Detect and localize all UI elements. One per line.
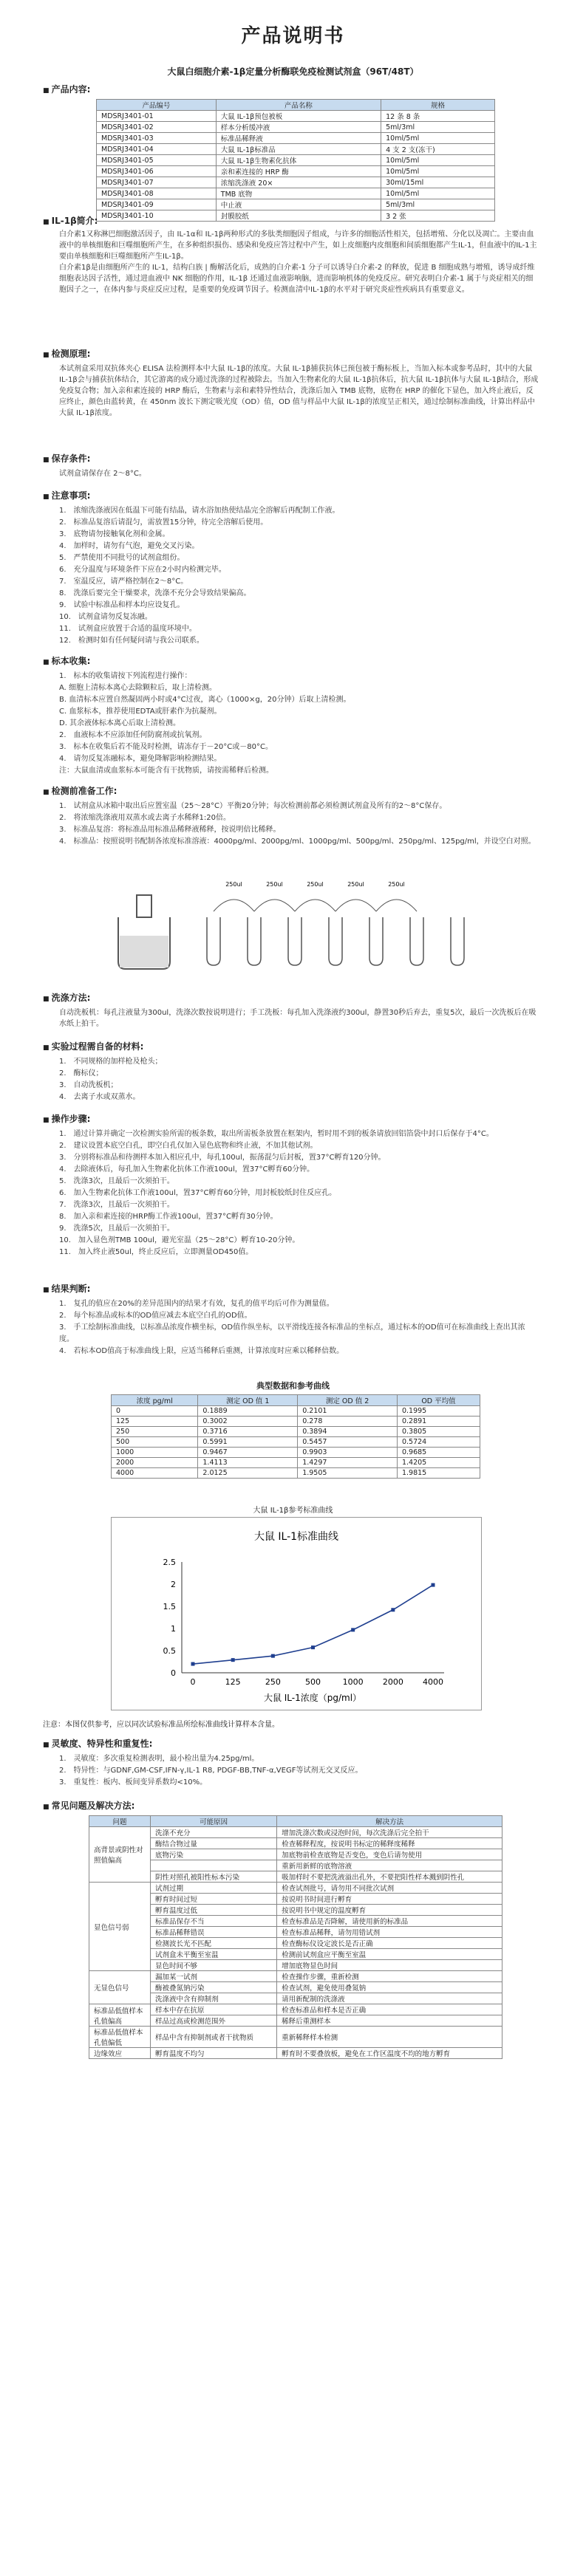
- x-axis-label: 大鼠 IL-1浓度（pg/ml）: [263, 1693, 362, 1703]
- faq-cell: 加底物前检查底物是否变色，变色后请勿使用: [277, 1849, 502, 1860]
- content-header-cell: 规格: [381, 100, 495, 111]
- typical-data-row: [112, 1417, 480, 1427]
- transfer-volume-label: 250ul: [225, 881, 242, 888]
- faq-cell: 检查标准品是否降解，请使用新的标准品: [277, 1916, 502, 1927]
- content-cell: 10ml/5ml: [381, 166, 495, 177]
- wash-text: 自动洗板机：每孔注液量为300ul，洗涤次数按说明进行；手工洗板：每孔加入洗涤液约300ul，静置30秒后弃去，重复5次，最后一次洗板后在吸水纸上拍干。: [59, 1009, 536, 1028]
- section-heading-storage: ■ 保存条件:: [43, 452, 90, 465]
- list-item: 4. 去离子水或双蒸水。: [59, 1093, 140, 1101]
- faq-cell: 孵育时不要叠放板，避免在工作区温度不均的地方孵育: [277, 2048, 502, 2059]
- typical-data-row: [112, 1468, 480, 1479]
- faq-cell: 检查操作步骤，重新检测: [277, 1971, 502, 1982]
- typical-data-cell: 250: [112, 1427, 198, 1437]
- standard-curve-chart: [111, 1517, 482, 1710]
- faq-cell: 样品中含有抑制剂或者干扰物质: [151, 2027, 277, 2048]
- section-heading-wash: ■ 洗涤方法:: [43, 991, 90, 1004]
- list-item: 5. 严禁使用不同批号的试剂盒组份。: [59, 554, 185, 562]
- storage-text: 试剂盒请保存在 2～8°C。: [59, 470, 146, 478]
- content-row: [97, 111, 495, 122]
- faq-row: [89, 1849, 502, 1860]
- faq-cell: 孵育时间过短: [151, 1894, 277, 1905]
- faq-cell: 洗涤液中含有抑制剂: [151, 1993, 277, 2004]
- transfer-arrow: [295, 900, 335, 911]
- steps-list: [59, 1128, 539, 1258]
- content-cell: 大鼠 IL-1β标准品: [216, 144, 381, 155]
- transfer-volume-label: 250ul: [347, 881, 364, 888]
- faq-cell: 重新稀释样本检测: [277, 2027, 502, 2048]
- content-header-cell: 产品名称: [216, 100, 381, 111]
- typical-data-cell: 1.4297: [298, 1458, 398, 1468]
- transfer-volume-label: 250ul: [307, 881, 324, 888]
- content-row: [97, 199, 495, 210]
- transfer-arrow: [335, 900, 376, 911]
- content-cell: 12 条 8 条: [381, 111, 495, 122]
- list-item: 2. 建议设置本底空白孔，即空白孔仅加入显色底物和终止液，不加其他试剂。: [59, 1142, 318, 1150]
- content-cell: MDSRJ3401-10: [97, 210, 217, 222]
- faq-cell: 检查标准品和样本是否正确: [277, 2004, 502, 2015]
- typical-data-cell: 4000: [112, 1468, 198, 1479]
- faq-cell: 检查酶标仪设定波长是否正确: [277, 1938, 502, 1949]
- content-cell: MDSRJ3401-04: [97, 144, 217, 155]
- performance-list: [59, 1753, 539, 1789]
- list-item: 3. 分别将标准品和待测样本加入相应孔中，每孔100ul，振荡混匀后封板，置37°C孵育120分钟。: [59, 1154, 386, 1162]
- results-list: [59, 1298, 539, 1357]
- typical-data-cell: 1000: [112, 1448, 198, 1458]
- data-point: [311, 1645, 315, 1649]
- content-cell: 浓缩洗涤液 20×: [216, 177, 381, 188]
- content-row: [97, 188, 495, 199]
- faq-row: [89, 1971, 502, 1982]
- typical-data-cell: 1.4205: [397, 1458, 480, 1468]
- test-tube-icon: [329, 917, 342, 965]
- faq-cell: 检测波长光不匹配: [151, 1938, 277, 1949]
- y-tick-label: 0: [171, 1668, 176, 1678]
- list-item: 3. 标准品复溶：将标准品用标准品稀释液稀释，按说明倍比稀释。: [59, 826, 281, 834]
- faq-row: [89, 1894, 502, 1905]
- list-item: 6. 充分温度与环境条件下应在2小时内检测完毕。: [59, 566, 226, 574]
- faq-cell: 样品过高或检测范围外: [151, 2015, 277, 2027]
- data-point: [432, 1583, 435, 1587]
- typical-data-cell: 0.2101: [298, 1406, 398, 1417]
- content-cell: 封膜胶纸: [216, 210, 381, 222]
- document-title: 产品说明书: [241, 25, 345, 47]
- list-item: 5. 洗涤3次，且最后一次须拍干。: [59, 1177, 174, 1185]
- list-item: 3. 底物请勿接触氧化剂和金属。: [59, 530, 170, 538]
- typical-data-cell: 0.5991: [198, 1437, 298, 1448]
- typical-data-cell: 0.5724: [397, 1437, 480, 1448]
- typical-data-cell: 0: [112, 1406, 198, 1417]
- list-item: C. 血浆标本，推荐使用EDTA或肝素作为抗凝剂。: [59, 708, 222, 716]
- list-item: 1. 灵敏度：多次重复检测表明，最小检出量为4.25pg/ml。: [59, 1755, 259, 1763]
- faq-cell: 稀释后重测样本: [277, 2015, 502, 2027]
- faq-cell: 检测前试剂盒应平衡至室温: [277, 1949, 502, 1960]
- content-cell: MDSRJ3401-01: [97, 111, 217, 122]
- materials-list: [59, 1056, 539, 1103]
- list-item: 2. 特异性：与GDNF,GM-CSF,IFN-γ,IL-1 R8, PDGF-BB,TNF-α,VEGF等试剂无交叉反应。: [59, 1767, 363, 1775]
- faq-cell: 标准品保存不当: [151, 1916, 277, 1927]
- chart-title: 大鼠 IL-1标准曲线: [253, 1531, 339, 1543]
- list-item: 12. 检测时如有任何疑问请与我公司联系。: [59, 637, 204, 645]
- content-row: [97, 177, 495, 188]
- list-item: 4. 去除液体后，每孔加入生物素化抗体工作液100ul，置37°C孵育60分钟。: [59, 1165, 315, 1174]
- section-heading-faq: ■ 常见问题及解决方法:: [43, 1799, 134, 1812]
- list-item: 9. 试验中标准品和样本均应设复孔。: [59, 601, 185, 609]
- typical-data-cell: 0.3894: [298, 1427, 398, 1437]
- typical-data-title: 典型数据和参考曲线: [256, 1381, 330, 1391]
- faq-row: [89, 2027, 502, 2048]
- content-cell: MDSRJ3401-05: [97, 155, 217, 166]
- list-item: 4. 请勿反复冻融标本，避免降解影响检测结果。: [59, 755, 222, 763]
- list-item: 2. 酶标仪；: [59, 1069, 103, 1078]
- typical-data-cell: 0.2891: [397, 1417, 480, 1427]
- faq-problem-cell: 高背景或阴性对照值偏高: [89, 1827, 151, 1883]
- list-item: 2. 血液标本不应添加任何防腐剂或抗氧剂。: [59, 731, 207, 739]
- list-item: 4. 若标本OD值高于标准曲线上限，应适当稀释后重测，计算浓度时应乘以稀释倍数。: [59, 1347, 344, 1355]
- faq-problem-cell: 显色信号弱: [89, 1883, 151, 1971]
- faq-cell: 显色时间不够: [151, 1960, 277, 1971]
- content-cell: 10ml/5ml: [381, 155, 495, 166]
- faq-cell: 孵育温度不均匀: [151, 2048, 277, 2059]
- list-item: 3. 标本在收集后若不能及时检测，请冻存于－20°C或－80°C。: [59, 743, 273, 751]
- content-cell: 30ml/15ml: [381, 177, 495, 188]
- prep-list: [59, 801, 539, 848]
- faq-header-cell: 解决方法: [277, 1816, 502, 1827]
- list-item: 8. 加入亲和素连接的HRP酶工作液100ul，置37°C孵育30分钟。: [59, 1213, 278, 1221]
- faq-row: [89, 1883, 502, 1894]
- list-item: 2. 将浓缩洗涤液用双蒸水或去离子水稀释1:20倍。: [59, 814, 231, 822]
- typical-data-header-cell: 浓度 pg/ml: [112, 1395, 198, 1406]
- faq-cell: 检查试剂，避免使用叠氮钠: [277, 1982, 502, 1993]
- content-cell: 样本分析缓冲液: [216, 122, 381, 133]
- y-tick-label: 1.5: [163, 1602, 176, 1611]
- section-heading-performance: ■ 灵敏度、特异性和重复性:: [43, 1737, 152, 1750]
- faq-problem-cell: 边缘效应: [89, 2048, 151, 2059]
- y-tick-label: 0.5: [163, 1646, 176, 1656]
- list-item: 1. 复孔的值应在20%的差异范围内的结果才有效，复孔的值平均后可作为测量值。: [59, 1300, 334, 1308]
- typical-data-cell: 1.9815: [397, 1468, 480, 1479]
- typical-data-cell: 1.4113: [198, 1458, 298, 1468]
- typical-data-row: [112, 1437, 480, 1448]
- list-item: A. 细胞上清标本离心去除颗粒后，取上清检测。: [59, 684, 217, 692]
- chart-caption: 大鼠 IL-1β参考标准曲线: [253, 1507, 333, 1515]
- list-item: 4. 加样时，请勿有气泡，避免交叉污染。: [59, 542, 200, 550]
- list-item: 1. 通过计算并确定一次检测实验所需的板条数，取出所需板条放置在框架内，暂时用不到的板条请放回铝箔袋中封口后保存于4°C。: [59, 1130, 494, 1138]
- product-content-table: [96, 99, 495, 222]
- typical-data-cell: 0.3716: [198, 1427, 298, 1437]
- list-item: 2. 标准品复溶后请混匀，需放置15分钟，待完全溶解后使用。: [59, 518, 268, 527]
- section-heading-materials: ■ 实验过程需自备的材料:: [43, 1040, 143, 1052]
- test-tube-icon: [248, 917, 261, 965]
- faq-row: [89, 1916, 502, 1927]
- y-tick-label: 2: [171, 1580, 176, 1589]
- transfer-volume-label: 250ul: [388, 881, 405, 888]
- faq-cell: 按说明书中规定的温度孵育: [277, 1905, 502, 1916]
- section-heading-prep: ■ 检测前准备工作:: [43, 784, 117, 797]
- x-tick-label: 250: [265, 1677, 281, 1687]
- content-row: [97, 166, 495, 177]
- list-item: B. 血清标本应置自然凝固两小时或4°C过夜，离心（1000×g，20分钟）后取上清检测。: [59, 696, 351, 704]
- data-point: [391, 1608, 395, 1611]
- dilution-diagram: [111, 866, 495, 976]
- list-item: 1. 试剂盒从冰箱中取出后应置室温（25～28°C）平衡20分钟；每次检测前都必须检测试剂盒及所有的2～8°C保存。: [59, 802, 447, 810]
- content-cell: 4 支 2 支(冻干): [381, 144, 495, 155]
- typical-data-row: [112, 1406, 480, 1417]
- list-item: 11. 试剂盒应放置于合适的温度环境中。: [59, 625, 197, 633]
- content-cell: 5ml/3ml: [381, 199, 495, 210]
- typical-data-cell: 0.9903: [298, 1448, 398, 1458]
- typical-data-row: [112, 1448, 480, 1458]
- transfer-volume-label: 250ul: [266, 881, 283, 888]
- typical-data-row: [112, 1458, 480, 1468]
- typical-data-cell: 500: [112, 1437, 198, 1448]
- data-point: [231, 1658, 235, 1662]
- typical-data-cell: 0.1889: [198, 1406, 298, 1417]
- list-item: 10. 加入显色剂TMB 100ul，避光室温（25～28°C）孵育10-20分钟。: [59, 1236, 300, 1244]
- content-cell: 亲和素连接的 HRP 酶: [216, 166, 381, 177]
- section-heading-notes: ■ 注意事项:: [43, 489, 90, 501]
- transfer-arrow: [376, 900, 417, 911]
- content-cell: MDSRJ3401-07: [97, 177, 217, 188]
- content-row: [97, 122, 495, 133]
- y-tick-label: 1: [171, 1624, 176, 1634]
- typical-data-table: [111, 1394, 480, 1479]
- faq-cell: 按说明书时间进行孵育: [277, 1894, 502, 1905]
- list-item: D. 其余液体标本离心后取上清检测。: [59, 719, 181, 727]
- section-heading-principle: ■ 检测原理:: [43, 347, 90, 360]
- test-tube-icon: [451, 917, 464, 965]
- faq-cell: 吸加样时不要把洗液溢出孔外，不要把阳性样本溅到阴性孔: [277, 1871, 502, 1883]
- content-cell: MDSRJ3401-08: [97, 188, 217, 199]
- series-line: [193, 1585, 433, 1664]
- list-item: 10. 试剂盒请勿反复冻融。: [59, 613, 152, 621]
- content-cell: 3 2 张: [381, 210, 495, 222]
- typical-data-cell: 0.9685: [397, 1448, 480, 1458]
- faq-cell: 漏加某一试剂: [151, 1971, 277, 1982]
- list-item: 7. 室温反应，请严格控制在2～8°C。: [59, 578, 188, 586]
- document-subtitle: 大鼠白细胞介素-1β定量分析酶联免疫检测试剂盒（96T/48T）: [167, 66, 419, 77]
- faq-table: [89, 1815, 502, 2059]
- list-item: 2. 每个标准品或标本的OD值应减去本底空白孔的OD值。: [59, 1312, 252, 1320]
- section-heading-sample: ■ 标本收集:: [43, 654, 90, 667]
- typical-data-header-cell: 测定 OD 值 1: [198, 1395, 298, 1406]
- faq-row: [89, 1982, 502, 1993]
- faq-problem-cell: 标准品低值样本孔值偏高: [89, 2004, 151, 2027]
- chart-note: 注意：本图仅供参考，应以同次试验标准品所绘标准曲线计算样本含量。: [43, 1721, 279, 1729]
- faq-problem-cell: 标准品低值样本孔值偏低: [89, 2027, 151, 2048]
- intro-text: 白介素1又称淋巴细胞激活因子，由 IL-1α和 IL-1β两种形式的多肽类细胞因子组成，与许多的细胞活性相关，包括增殖、分化以及凋亡。主要由血液中的单核细胞和巨噬细胞所产生，在多种组织损伤、感染和免疫应答过程中产生，如上皮细胞内皮细胞和间质细胞都产生IL-1，但血液中的IL-1主要由单核细胞和巨噬细胞所产生IL-1β。 白介素1β是由细胞所产生的 IL-1，结构白族 | 酶解活化后，成熟的白介素-1 分子可以诱导白介素-2 的释放，促进 B 细胞成熟与增殖，诱导成纤维细胞表达因子活性，通过进血液中 NK 细胞的作用，IL-1β 还通过血液影响脑，进而影响机体的免疫反应。研究表明白介素-1 属于与炎症相关的细胞因子之一，在体内参与炎症反应过程，是重要的免疫调节因子。检测血清中IL-1β的水平对于研究炎症性疾病具有重要意义。: [59, 230, 537, 294]
- list-item: 8. 洗涤后要完全干燥要求，洗涤不充分会导致结果偏高。: [59, 589, 251, 597]
- faq-cell: 孵育温度过低: [151, 1905, 277, 1916]
- faq-header-cell: 问题: [89, 1816, 151, 1827]
- principle-text: 本试剂盒采用双抗体夹心 ELISA 法检测样本中大鼠 IL-1β的浓度。大鼠 IL-1β捕获抗体已预包被于酶标板上，当加入标本或参考品时，其中的大鼠 IL-1β会与捕获抗体结合，其它游离的成分通过洗涤的过程被除去。当加入生物素化的大鼠 IL-1β抗体后，抗大鼠 IL-1β抗体与大鼠 IL-1β结合，形成免疫复合物；加入亲和素连接的 HRP 酶后，生物素与亲和素特异性结合，洗涤后加入 TMB 底物，底物在 HRP 的催化下显色，加入终止液后，反应终止，颜色由蓝转黄，在 450nm 波长下测定吸光度（OD）值，OD 值与样品中大鼠 IL-1β的浓度呈正相关，通过绘制标准曲线，计算出样品中大鼠 IL-1β浓度。: [59, 365, 539, 417]
- faq-cell: 试剂过期: [151, 1883, 277, 1894]
- typical-data-cell: 0.3002: [198, 1417, 298, 1427]
- content-cell: MDSRJ3401-09: [97, 199, 217, 210]
- faq-cell: 酶结合物过量: [151, 1838, 277, 1849]
- faq-cell: 增加底物显色时间: [277, 1960, 502, 1971]
- faq-row: [89, 1905, 502, 1916]
- faq-header-cell: 可能原因: [151, 1816, 277, 1827]
- faq-cell: 检查标准品稀释，请勿用错试剂: [277, 1927, 502, 1938]
- typical-data-row: [112, 1427, 480, 1437]
- faq-cell: 洗涤不充分: [151, 1827, 277, 1838]
- list-item: 1. 不同规格的加样枪及枪头；: [59, 1058, 163, 1066]
- faq-cell: [151, 1860, 277, 1871]
- section-heading-steps: ■ 操作步骤:: [43, 1112, 90, 1125]
- faq-problem-cell: 无显色信号: [89, 1971, 151, 2004]
- faq-row: [89, 1938, 502, 1949]
- test-tube-icon: [288, 917, 301, 965]
- faq-cell: 酶被叠氮钠污染: [151, 1982, 277, 1993]
- faq-cell: 试剂盒未平衡至室温: [151, 1949, 277, 1960]
- faq-row: [89, 2048, 502, 2059]
- faq-row: [89, 1827, 502, 1838]
- section-heading-content: ■ 产品内容:: [43, 83, 90, 95]
- faq-row: [89, 1838, 502, 1849]
- faq-row: [89, 2004, 502, 2015]
- notes-list: [59, 505, 539, 647]
- section-heading-results: ■ 结果判断:: [43, 1282, 90, 1295]
- faq-cell: 增加洗涤次数或浸泡时间，每次洗涤后完全拍干: [277, 1827, 502, 1838]
- list-item: 1. 标本的收集请按下列流程进行操作：: [59, 672, 192, 680]
- content-cell: MDSRJ3401-06: [97, 166, 217, 177]
- faq-row: [89, 1993, 502, 2004]
- content-row: [97, 144, 495, 155]
- transfer-arrow: [254, 900, 295, 911]
- list-item: 3. 自动洗板机；: [59, 1081, 118, 1089]
- content-cell: MDSRJ3401-02: [97, 122, 217, 133]
- typical-data-header-cell: OD 平均值: [397, 1395, 480, 1406]
- typical-data-header-cell: 测定 OD 值 2: [298, 1395, 398, 1406]
- beaker-icon: [118, 895, 170, 969]
- typical-data-cell: 125: [112, 1417, 198, 1427]
- test-tube-icon: [207, 917, 220, 965]
- x-tick-label: 1000: [342, 1677, 364, 1687]
- data-point: [271, 1654, 275, 1658]
- content-cell: 5ml/3ml: [381, 122, 495, 133]
- content-cell: 大鼠 IL-1β生物素化抗体: [216, 155, 381, 166]
- test-tube-icon: [369, 917, 383, 965]
- transfer-arrow: [214, 900, 254, 911]
- list-item: 9. 洗涤5次，且最后一次须拍干。: [59, 1224, 174, 1233]
- content-row: [97, 133, 495, 144]
- test-tube-icon: [410, 917, 423, 965]
- x-tick-label: 125: [225, 1677, 241, 1687]
- x-tick-label: 2000: [382, 1677, 403, 1687]
- y-tick-label: 2.5: [163, 1558, 176, 1567]
- content-cell: MDSRJ3401-03: [97, 133, 217, 144]
- content-cell: 标准品稀释液: [216, 133, 381, 144]
- faq-cell: 请用新配制的洗涤液: [277, 1993, 502, 2004]
- faq-cell: 阴性对照孔被阳性标本污染: [151, 1871, 277, 1883]
- typical-data-cell: 0.9467: [198, 1448, 298, 1458]
- list-item: 3. 手工绘制标准曲线，以标准品浓度作横坐标，OD值作纵坐标，以平滑线连接各标准品的坐标点，通过标本的OD值可在标准曲线上查出其浓度。: [59, 1323, 525, 1343]
- faq-cell: 底物污染: [151, 1849, 277, 1860]
- faq-row: [89, 1927, 502, 1938]
- content-row: [97, 210, 495, 222]
- x-tick-label: 0: [190, 1677, 196, 1687]
- faq-row: [89, 1860, 502, 1871]
- content-header-cell: 产品编号: [97, 100, 217, 111]
- content-cell: 大鼠 IL-1β预包被板: [216, 111, 381, 122]
- list-item: 7. 洗涤3次，且最后一次须拍干。: [59, 1201, 174, 1209]
- typical-data-cell: 0.278: [298, 1417, 398, 1427]
- faq-cell: 重新用新鲜的底物溶液: [277, 1860, 502, 1871]
- list-item: 11. 加入终止液50ul，终止反应后，立即测量OD450值。: [59, 1248, 253, 1256]
- data-point: [191, 1662, 195, 1666]
- section-heading-intro: ■ IL-1β简介:: [43, 214, 98, 227]
- list-item: 3. 重复性：板内、板间变异系数均<10%。: [59, 1778, 208, 1787]
- list-item: 1. 浓缩洗涤液因在低温下可能有结晶，请水浴加热使结晶完全溶解后再配制工作液。: [59, 507, 340, 515]
- list-item: 6. 加入生物素化抗体工作液100ul，置37°C孵育60分钟，用封板胶纸封住反应孔。: [59, 1189, 337, 1197]
- typical-data-cell: 2.0125: [198, 1468, 298, 1479]
- content-cell: 中止液: [216, 199, 381, 210]
- content-cell: TMB 底物: [216, 188, 381, 199]
- faq-row: [89, 1960, 502, 1971]
- faq-cell: 检查试剂批号，请勿用不同批次试剂: [277, 1883, 502, 1894]
- content-cell: 10ml/5ml: [381, 188, 495, 199]
- faq-cell: 检查稀释程度，按说明书标定的稀释度稀释: [277, 1838, 502, 1849]
- typical-data-cell: 0.5457: [298, 1437, 398, 1448]
- typical-data-cell: 0.1995: [397, 1406, 480, 1417]
- faq-row: [89, 1949, 502, 1960]
- list-item: 4. 标准品：按照说明书配制各浓度标准溶液：4000pg/ml、2000pg/ml、1000pg/ml、500pg/ml、250pg/ml、125pg/ml，并设空白对照。: [59, 837, 536, 846]
- x-tick-label: 4000: [423, 1677, 443, 1687]
- typical-data-cell: 1.9505: [298, 1468, 398, 1479]
- faq-row: [89, 1871, 502, 1883]
- faq-row: [89, 2015, 502, 2027]
- x-tick-label: 500: [305, 1677, 321, 1687]
- list-item: 注：大鼠血清或血浆标本可能含有干扰物质，请按需稀释后检测。: [59, 767, 273, 775]
- content-cell: 10ml/5ml: [381, 133, 495, 144]
- typical-data-cell: 0.3805: [397, 1427, 480, 1437]
- faq-cell: 标准品稀释错误: [151, 1927, 277, 1938]
- sample-list: [59, 671, 539, 777]
- faq-cell: 样本中存在抗原: [151, 2004, 277, 2015]
- typical-data-cell: 2000: [112, 1458, 198, 1468]
- content-row: [97, 155, 495, 166]
- data-point: [351, 1628, 355, 1631]
